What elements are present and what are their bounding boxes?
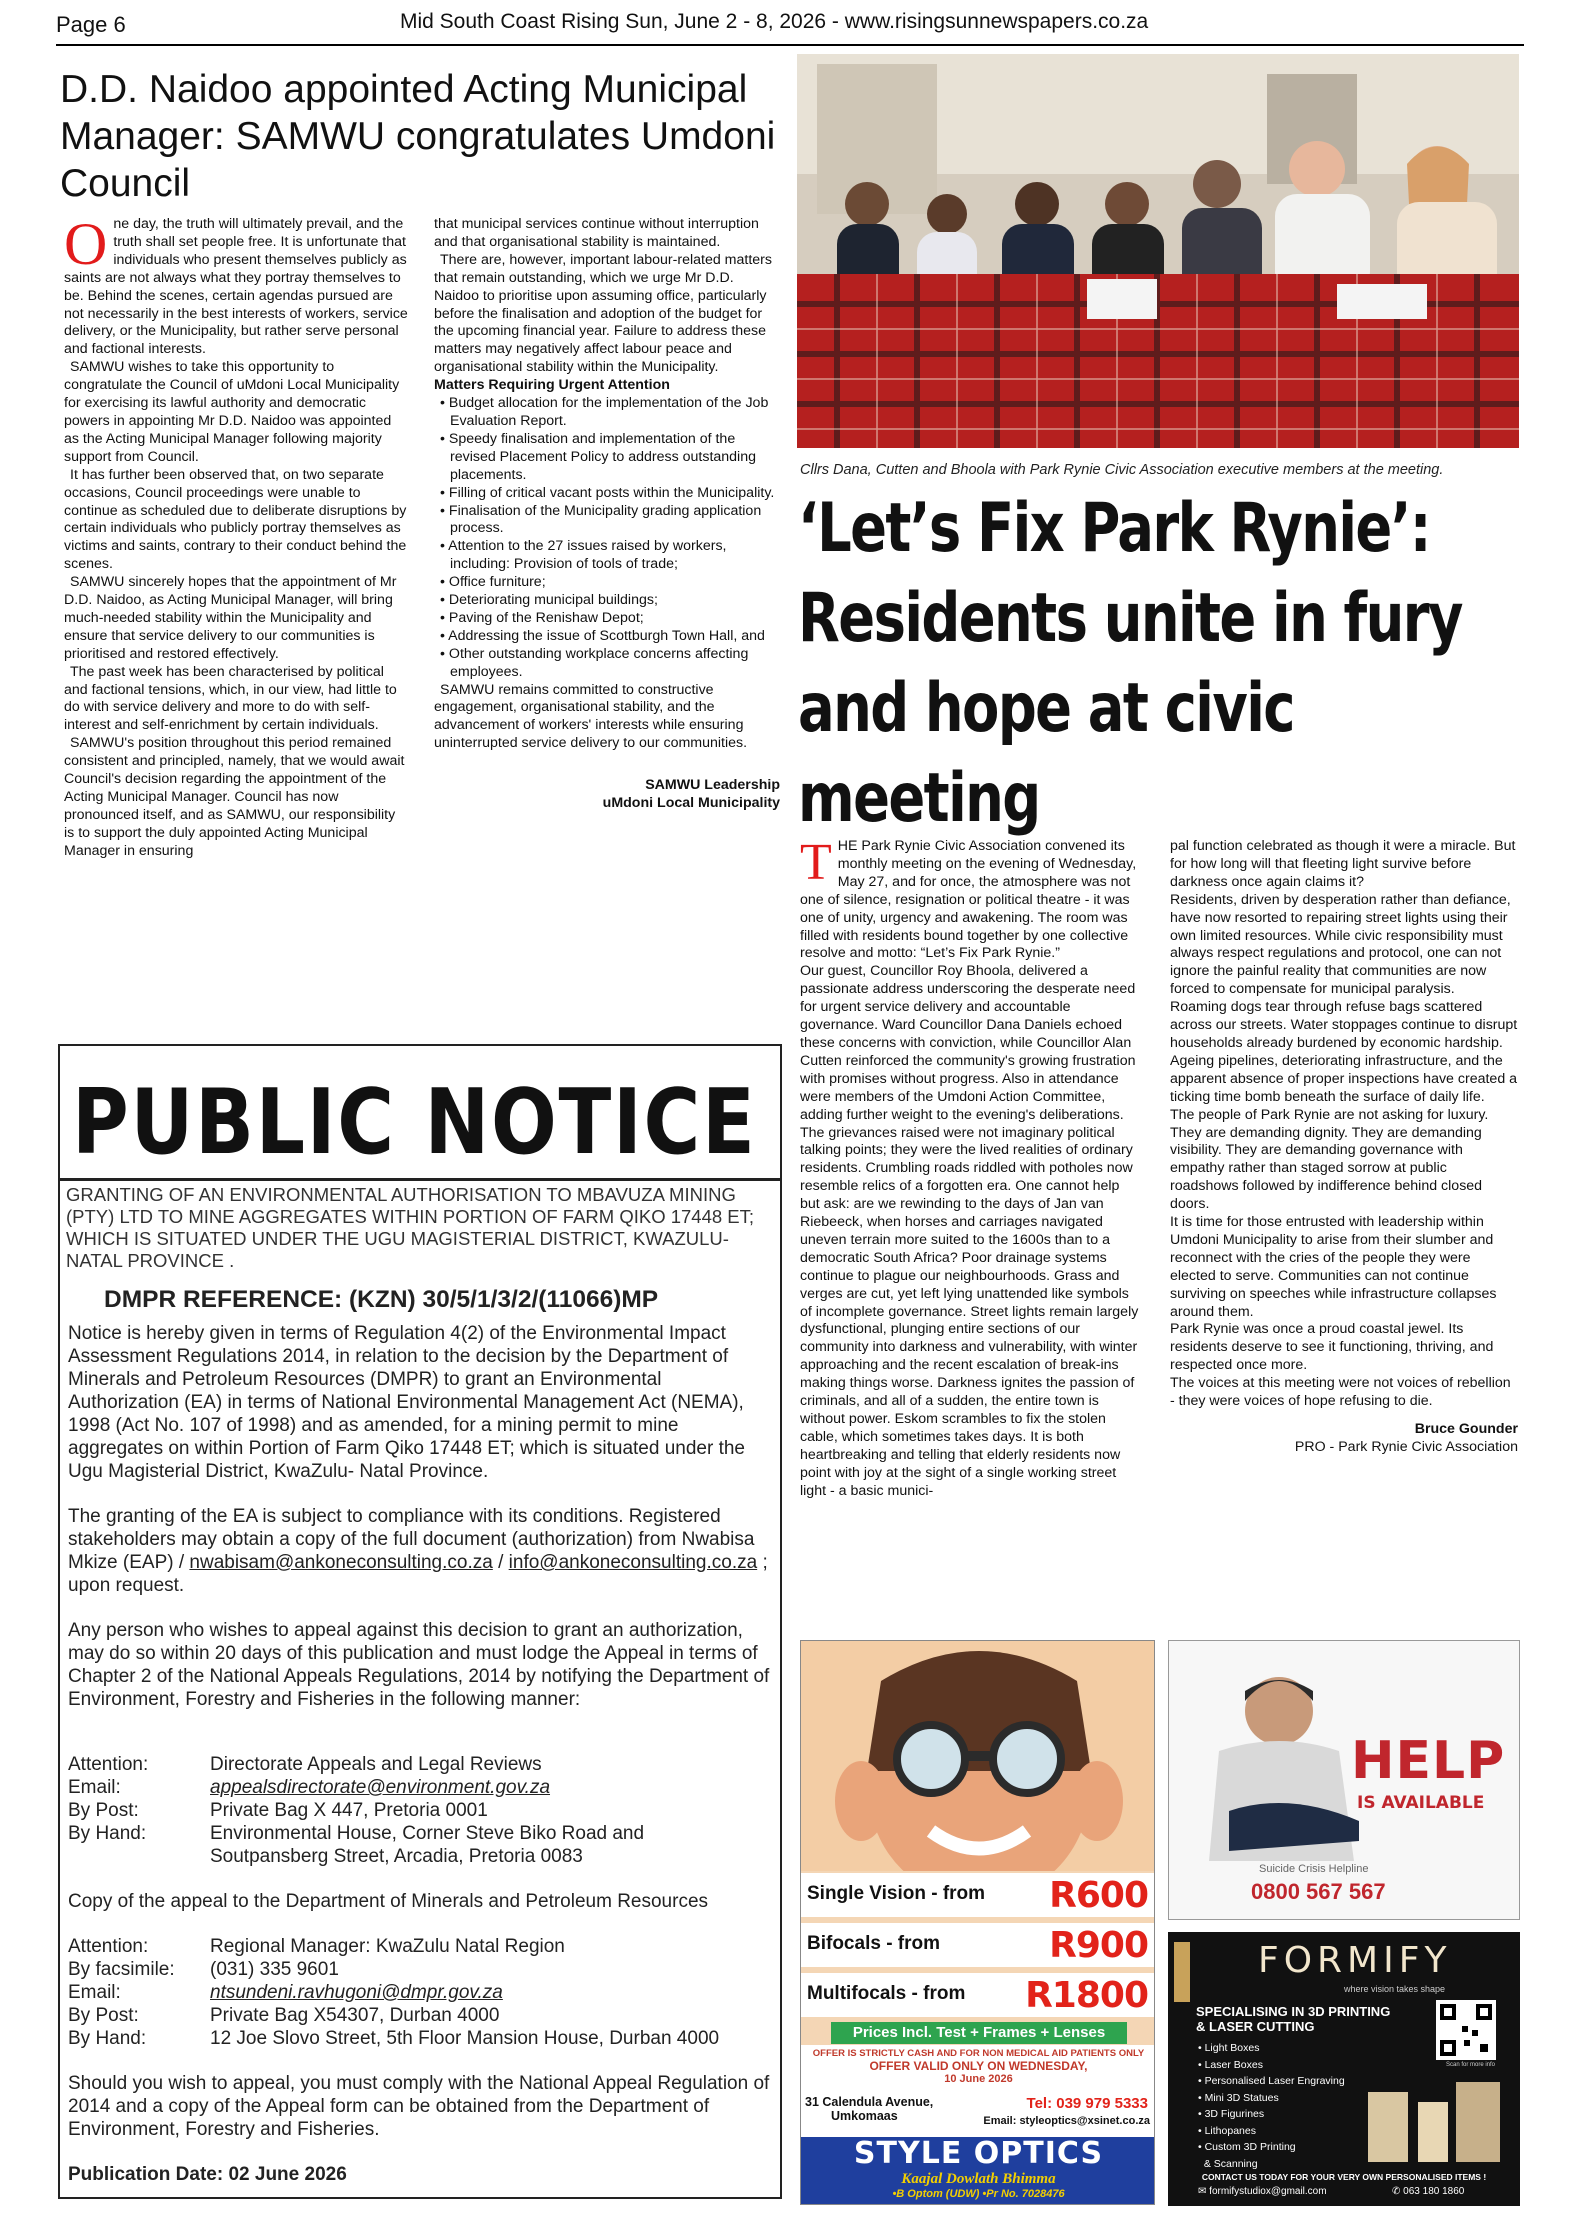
article1-column1 — [64, 211, 408, 861]
price-value: R600 — [1049, 1875, 1148, 1916]
price-label: Bifocals - from — [807, 1933, 941, 1954]
heading-line: & LASER CUTTING — [1196, 2019, 1315, 2034]
address-line: Umkomaas — [831, 2109, 898, 2123]
price-label: Single Vision - from — [807, 1883, 986, 1904]
email-text: formifystudiox@gmail.com — [1209, 2186, 1327, 2197]
contact-row — [68, 1753, 776, 1776]
price-row — [801, 1973, 1155, 2017]
service-item: • Lithopanes — [1198, 2124, 1256, 2137]
notice-text: The granting of the EA is subject to compliance with its conditions. Registered stakeholders may obtain a copy of the full document (authorization) from Nwabisa Mkize (EAP) / — [68, 1506, 755, 1573]
bullet-item: • Deteriorating municipal buildings; — [440, 592, 658, 609]
masthead: Mid South Coast Rising Sun, June 2 - 8, 2026 - www.risingsunnewspapers.co.za — [400, 10, 1149, 33]
meeting-photo-illustration — [797, 54, 1519, 448]
article2-paragraph: pal function celebrated as though it were a miracle. But for how long will that fleeting light survive before darkness once again claims it? — [1170, 838, 1516, 890]
notice-text: ; upon request. — [68, 1552, 768, 1596]
formify-tagline: where vision takes shape — [1344, 1984, 1446, 1994]
service-item: • Light Boxes — [1198, 2042, 1260, 2054]
email-link[interactable]: info@ankoneconsulting.co.za — [508, 1552, 758, 1573]
article2-paragraph: Residents, driven by desperation rather than defiance, have now resorted to repairing street lights using their own limited resources. While civic responsibility must always respect regulations and protocol, one can not ignore the painful reality that communities are now forced to compensate for municipal paralysis. — [1170, 891, 1511, 998]
article1-headline: D.D. Naidoo appointed Acting Municipal Manager: SAMWU congratulates Umdoni Council — [60, 68, 776, 205]
contact-key: By Post: — [68, 1800, 139, 1821]
contact-key: Attention: — [68, 1754, 149, 1775]
article1-column2 — [434, 216, 780, 813]
article2-signature: Bruce Gounder — [1414, 1421, 1518, 1437]
contact-value: (031) 335 9601 — [210, 1959, 339, 1980]
contact-key: Attention: — [68, 1936, 149, 1957]
dropcap: O — [64, 211, 108, 277]
contact-row — [68, 1776, 776, 1799]
contact-row — [68, 1845, 776, 1868]
formify-phone[interactable] — [1392, 2186, 1464, 2197]
article2-column2 — [1170, 838, 1518, 1457]
help-subheading: IS AVAILABLE — [1357, 1793, 1485, 1813]
article2-column1 — [800, 834, 1140, 1501]
contact-row — [68, 1799, 776, 1822]
article1-subhead: Matters Requiring Urgent Attention — [434, 377, 670, 394]
notice-paragraph — [68, 1505, 776, 1597]
meeting-photo — [797, 54, 1519, 448]
offer-text: OFFER VALID ONLY ON WEDNESDAY, — [869, 2059, 1088, 2073]
price-label: Multifocals - from — [807, 1983, 966, 2004]
contact-key — [68, 1845, 210, 1868]
bullet-item: • Attention to the 27 issues raised by workers, including: Provision of tools of trade; — [440, 538, 727, 573]
contact-row — [68, 1981, 776, 2004]
article1-paragraph: The past week has been characterised by political and factional tensions, which, in our view, had little to do with service delivery and more to do with self-interest and self-enrichment by certain individuals. — [64, 663, 397, 734]
article2-paragraph: The grievances raised were not imaginary political talking points; they were the lived realities of ordinary residents. Crumbling roads riddled with potholes now resemble relics of a forgotten era. One cannot help but ask: are we rewinding to the days of Jan van Riebeeck, when horses and carriages navigated uneven terrain more suited to the 1600s than to a democratic South Africa? Poor drainage systems continue to plague our neighbourhoods. Grass and verges are cut, yet left lying unattended like symbols of incomplete governance. Street lights remain largely dysfunctional, plunging entire sections of our community into darkness and vulnerability, with winter approaching and the recent escalation of break-ins making things worse. Darkness ignites the passion of criminals, and all of a sudden, the entire town is without power. Eskom scrambles to fix the stolen cable, which sometimes takes days. It is both heartbreaking and telling that elderly residents now point with joy at the sight of a single working street light - a basic munici- — [800, 1124, 1139, 1499]
bullet-item: • Other outstanding workplace concerns affecting employees. — [440, 645, 749, 680]
contact-value: 12 Joe Slovo Street, 5th Floor Mansion House, Durban 4000 — [210, 2028, 720, 2049]
contact-key: By facsimile: — [68, 1959, 175, 1980]
phone-icon: ✆ — [1392, 2186, 1404, 2197]
bullet-item: • Finalisation of the Municipality grading application process. — [440, 502, 762, 537]
contact-value: Private Bag X 447, Pretoria 0001 — [210, 1800, 488, 1821]
qr-code-icon[interactable] — [1436, 2000, 1496, 2060]
email-link[interactable]: nwabisam@ankoneconsulting.co.za — [189, 1552, 493, 1573]
figurines-illustration — [1358, 2072, 1508, 2172]
contact-row — [68, 2004, 776, 2027]
owner-name: Kaajal Dowlath Bhimma — [901, 2171, 1056, 2187]
formify-ad[interactable] — [1168, 1932, 1520, 2206]
optics-model-illustration — [801, 1641, 1155, 1871]
contact-value: Directorate Appeals and Legal Reviews — [210, 1754, 542, 1775]
contact-key: Email: — [68, 1982, 121, 2003]
formify-email[interactable] — [1198, 2186, 1327, 2197]
credentials: •B Optom (UDW) •Pr No. 7028476 — [892, 2188, 1065, 2200]
notice-text: / — [492, 1552, 509, 1573]
notice-rule — [58, 1178, 782, 1181]
phone-text: 063 180 1860 — [1403, 2186, 1465, 2197]
offer-text: OFFER IS STRICTLY CASH AND FOR NON MEDICAL AID PATIENTS ONLY — [812, 2048, 1145, 2059]
help-heading: HELP — [1351, 1731, 1506, 1791]
publication-date: Publication Date: 02 June 2026 — [68, 2164, 347, 2185]
header-rule — [56, 44, 1524, 46]
article2-paragraph: Roaming dogs tear through refuse bags scattered across our streets. Water stoppages continue to disrupt households already burdened by economic hardship. Ageing pipelines, deteriorating infrastructure, and the apparent absence of proper inspections have created a ticking time bomb beneath the surface of daily life. — [1170, 999, 1518, 1105]
qr-note: Scan for more info — [1446, 2062, 1496, 2068]
article2-paragraph: The voices at this meeting were not voices of rebellion - they were voices of hope refusing to die. — [1170, 1375, 1511, 1410]
help-available-ad[interactable] — [1168, 1640, 1520, 1920]
article2-paragraph: It is time for those entrusted with leadership within Umdoni Municipality to arise from their slumber and reconnect with the cries of the people they were elected to serve. Communities can not continue surviving on speeches while infrastructure collapses around them. — [1170, 1214, 1497, 1320]
contact-key: By Post: — [68, 2005, 139, 2026]
price-row — [801, 1873, 1155, 1917]
service-item: & Scanning — [1198, 2157, 1258, 2170]
bullet-item: • Filling of critical vacant posts within the Municipality. — [440, 484, 775, 501]
article1-paragraph: SAMWU wishes to take this opportunity to congratulate the Council of uMdoni Local Municipality for exercising its lawful authority and democratic powers in appointing Mr D.D. Naidoo was appointed as the Acting Municipal Manager following majority support from Council. — [64, 359, 400, 465]
contact-value: Soutpansberg Street, Arcadia, Pretoria 0083 — [210, 1846, 583, 1867]
contact-row — [68, 1822, 776, 1845]
article1-paragraph: SAMWU's position throughout this period remained consistent and principled, namely, that we would await Council's decision regarding the appointment of the Acting Municipal Manager. Council has now pronounced itself, and as SAMWU, our responsibility is to support the duly appointed Acting Municipal Manager in ensuring — [64, 735, 405, 859]
notice-paragraph: Should you wish to appeal, you must comply with the National Appeal Regulation of 2014 and a copy of the Appeal form can be obtained from the Department of Environment, Forestry and Fisheries. — [68, 2073, 770, 2140]
contact-row — [68, 1935, 776, 1958]
formify-logo-mark — [1174, 1942, 1190, 2002]
helpline-number[interactable]: 0800 567 567 — [1251, 1879, 1386, 1904]
contact-row — [68, 1958, 776, 1981]
address — [805, 2095, 933, 2123]
brand-name: STYLE OPTICS — [853, 2136, 1104, 2171]
email-link[interactable]: Email: styleoptics@xsinet.co.za — [983, 2115, 1150, 2127]
notice-subheading: GRANTING OF AN ENVIRONMENTAL AUTHORISATION TO MBAVUZA MINING (PTY) LTD TO MINE AGGREGATES WITHIN PORTION OF FARM QIKO 17448 ET; WHICH IS SITUATED UNDER THE UGU MAGISTERIAL DISTRICT, KWAZULU- NATAL PROVINCE . — [66, 1184, 755, 1271]
notice-copy-line: Copy of the appeal to the Department of Minerals and Petroleum Resources — [68, 1891, 709, 1912]
bullet-item: • Addressing the issue of Scottburgh Town Hall, and — [440, 627, 765, 644]
offer-date: 10 June 2026 — [944, 2073, 1013, 2085]
price-row — [801, 1923, 1155, 1967]
service-item: • Personalised Laser Engraving — [1198, 2075, 1345, 2087]
notice-paragraph: Any person who wishes to appeal against this decision to grant an authorization, may do so within 20 days of this publication and must lodge the Appeal in terms of Chapter 2 of the National Appeals Regulations, 2014 by notifying the Department of Environment, Forestry and Fisheries in the following manner: — [68, 1620, 770, 1710]
notice-reference: DMPR REFERENCE: (KZN) 30/5/1/3/2/(11066)MP — [104, 1286, 659, 1313]
formify-brand: FORMIFY — [1258, 1940, 1452, 1981]
address-line: 31 Calendula Avenue, — [805, 2095, 934, 2109]
article1-signature-org: uMdoni Local Municipality — [602, 795, 780, 812]
bullet-item: • Office furniture; — [440, 574, 546, 591]
contact-value: Environmental House, Corner Steve Biko Road and — [210, 1823, 645, 1844]
public-notice-heading: PUBLIC NOTICE — [72, 1070, 757, 1175]
email-link[interactable]: ntsundeni.ravhugoni@dmpr.gov.za — [210, 1982, 503, 2003]
price-value: R900 — [1049, 1925, 1148, 1966]
style-optics-ad[interactable] — [800, 1640, 1155, 2205]
photo-caption: Cllrs Dana, Cutten and Bhoola with Park Rynie Civic Association executive members at the meeting. — [800, 462, 1444, 478]
article2-paragraph: Our guest, Councillor Roy Bhoola, delivered a passionate address underscoring the desperate need for urgent service delivery and accountable governance. Ward Councillor Dana Daniels echoed these concerns with conviction, while Councillor Alan Cutten reinforced the community's growing frustration with promises without progress. Also in attendance were members of the Umdoni Action Committee, adding further weight to the evening's deliberations. — [800, 963, 1136, 1123]
article1-paragraph: There are, however, important labour-related matters that remain outstanding, which we urge Mr D.D. Naidoo to prioritise upon assuming office, particularly before the finalisation and adoption of the budget for the upcoming financial year. Failure to address these matters may negatively affect labour peace and organisational stability within the Municipality. — [434, 251, 772, 376]
contact-key: By Hand: — [68, 1823, 147, 1844]
bullet-item: • Budget allocation for the implementation of the Job Evaluation Report. — [440, 395, 769, 429]
formify-services-list — [1198, 2040, 1345, 2172]
article2-paragraph: Park Rynie was once a proud coastal jewel. Its residents deserve to see it functioning, thriving, and respected once more. — [1170, 1321, 1494, 1374]
offer-block — [801, 2045, 1155, 2137]
phone-number[interactable]: Tel: 039 979 5333 — [1026, 2095, 1148, 2112]
formify-contact-line: CONTACT US TODAY FOR YOUR VERY OWN PERSONALISED ITEMS ! — [1201, 2172, 1487, 2182]
article2-paragraph: The people of Park Rynie are not asking for luxury. They are demanding dignity. They are demanding visibility. They are demanding governance with empathy rather than staged sorrow at public roadshows followed by indifference behind closed doors. — [1170, 1106, 1489, 1213]
notice-paragraph: Notice is hereby given in terms of Regulation 4(2) of the Environmental Impact Assessment Regulations 2014, in relation to the decision by the Department of Minerals and Petroleum Resources (DMPR) to grant an Environmental Authorization (EA) in terms of National Environmental Management Act (NEMA), 1998 (Act No. 107 of 1998) and as amended, for a mining permit to mine aggregates on within Portion of Farm Qiko 17448 ET; which is situated under the Ugu Magisterial District, KwaZulu- Natal Province. — [68, 1323, 745, 1482]
prices-incl-banner: Prices Incl. Test + Frames + Lenses — [831, 2022, 1127, 2044]
contact-row — [68, 2027, 776, 2050]
article1-signature: SAMWU Leadership — [645, 777, 780, 794]
service-item: • 3D Figurines — [1198, 2108, 1265, 2120]
contact-key: By Hand: — [68, 2028, 147, 2049]
bullet-item: • Paving of the Renishaw Depot; — [440, 609, 644, 626]
article1-paragraph: SAMWU sincerely hopes that the appointment of Mr D.D. Naidoo, as Acting Municipal Manager, will bring much-needed stability within the Municipality and ensure that service delivery to our communities is prioritised and restored effectively. — [64, 574, 397, 662]
service-item: • Laser Boxes — [1198, 2058, 1263, 2071]
notice-body — [68, 1322, 776, 2208]
formify-heading — [1196, 2004, 1390, 2034]
page-number: Page 6 — [56, 12, 126, 37]
heading-line: SPECIALISING IN 3D PRINTING — [1196, 2004, 1391, 2019]
contact-value: Regional Manager: KwaZulu Natal Region — [210, 1936, 565, 1957]
helpline-label: Suicide Crisis Helpline — [1259, 1863, 1369, 1875]
contact-key: Email: — [68, 1777, 121, 1798]
bullet-item: • Speedy finalisation and implementation of the revised Placement Policy to address outstanding placements. — [440, 430, 756, 483]
dropcap: T — [800, 834, 832, 891]
email-link[interactable]: appealsdirectorate@environment.gov.za — [210, 1777, 551, 1798]
article1-paragraph: ne day, the truth will ultimately prevail, and the truth shall set people free. It is unfortunate that individuals who present themselves publicly as saints are not always what they portray themselves to be. Behind the scenes, certain agendas pursued are not necessarily in the best interests of workers, service delivery, or the Municipality, but rather serve personal and factional interests. — [64, 216, 408, 358]
brand-banner — [801, 2137, 1155, 2205]
article2-headline: ‘Let’s Fix Park Rynie’: Residents unite in fury and hope at civic meeting — [798, 489, 1462, 838]
article1-paragraph: SAMWU remains committed to constructive engagement, organisational stability, and the advancement of workers' interests while ensuring uninterrupted service delivery to our communities. — [434, 681, 748, 752]
article2-signature-role: PRO - Park Rynie Civic Association — [1294, 1438, 1518, 1455]
mail-icon: ✉ — [1198, 2186, 1210, 2197]
service-item: • Mini 3D Statues — [1198, 2091, 1279, 2104]
article1-paragraph: It has further been observed that, on two separate occasions, Council proceedings were unable to continue as scheduled due to deliberate disruptions by certain individuals who publicly portray themselves as victims and saints, contrary to their conduct behind the scenes. — [64, 466, 407, 573]
price-value: R1800 — [1025, 1975, 1148, 2016]
service-item: • Custom 3D Printing — [1198, 2141, 1296, 2153]
contact-value: Private Bag X54307, Durban 4000 — [210, 2005, 500, 2026]
article2-paragraph: HE Park Rynie Civic Association convened its monthly meeting on the evening of Wednesday, May 27, and for once, the atmosphere was not one of silence, resignation or political theatre - it was one of unity, urgency and awakening. The room was filled with residents bound together by one collective resolve and motto: “Let’s Fix Park Rynie.” — [800, 838, 1137, 962]
article1-paragraph: that municipal services continue without interruption and that organisational stability is maintained. — [434, 216, 759, 250]
